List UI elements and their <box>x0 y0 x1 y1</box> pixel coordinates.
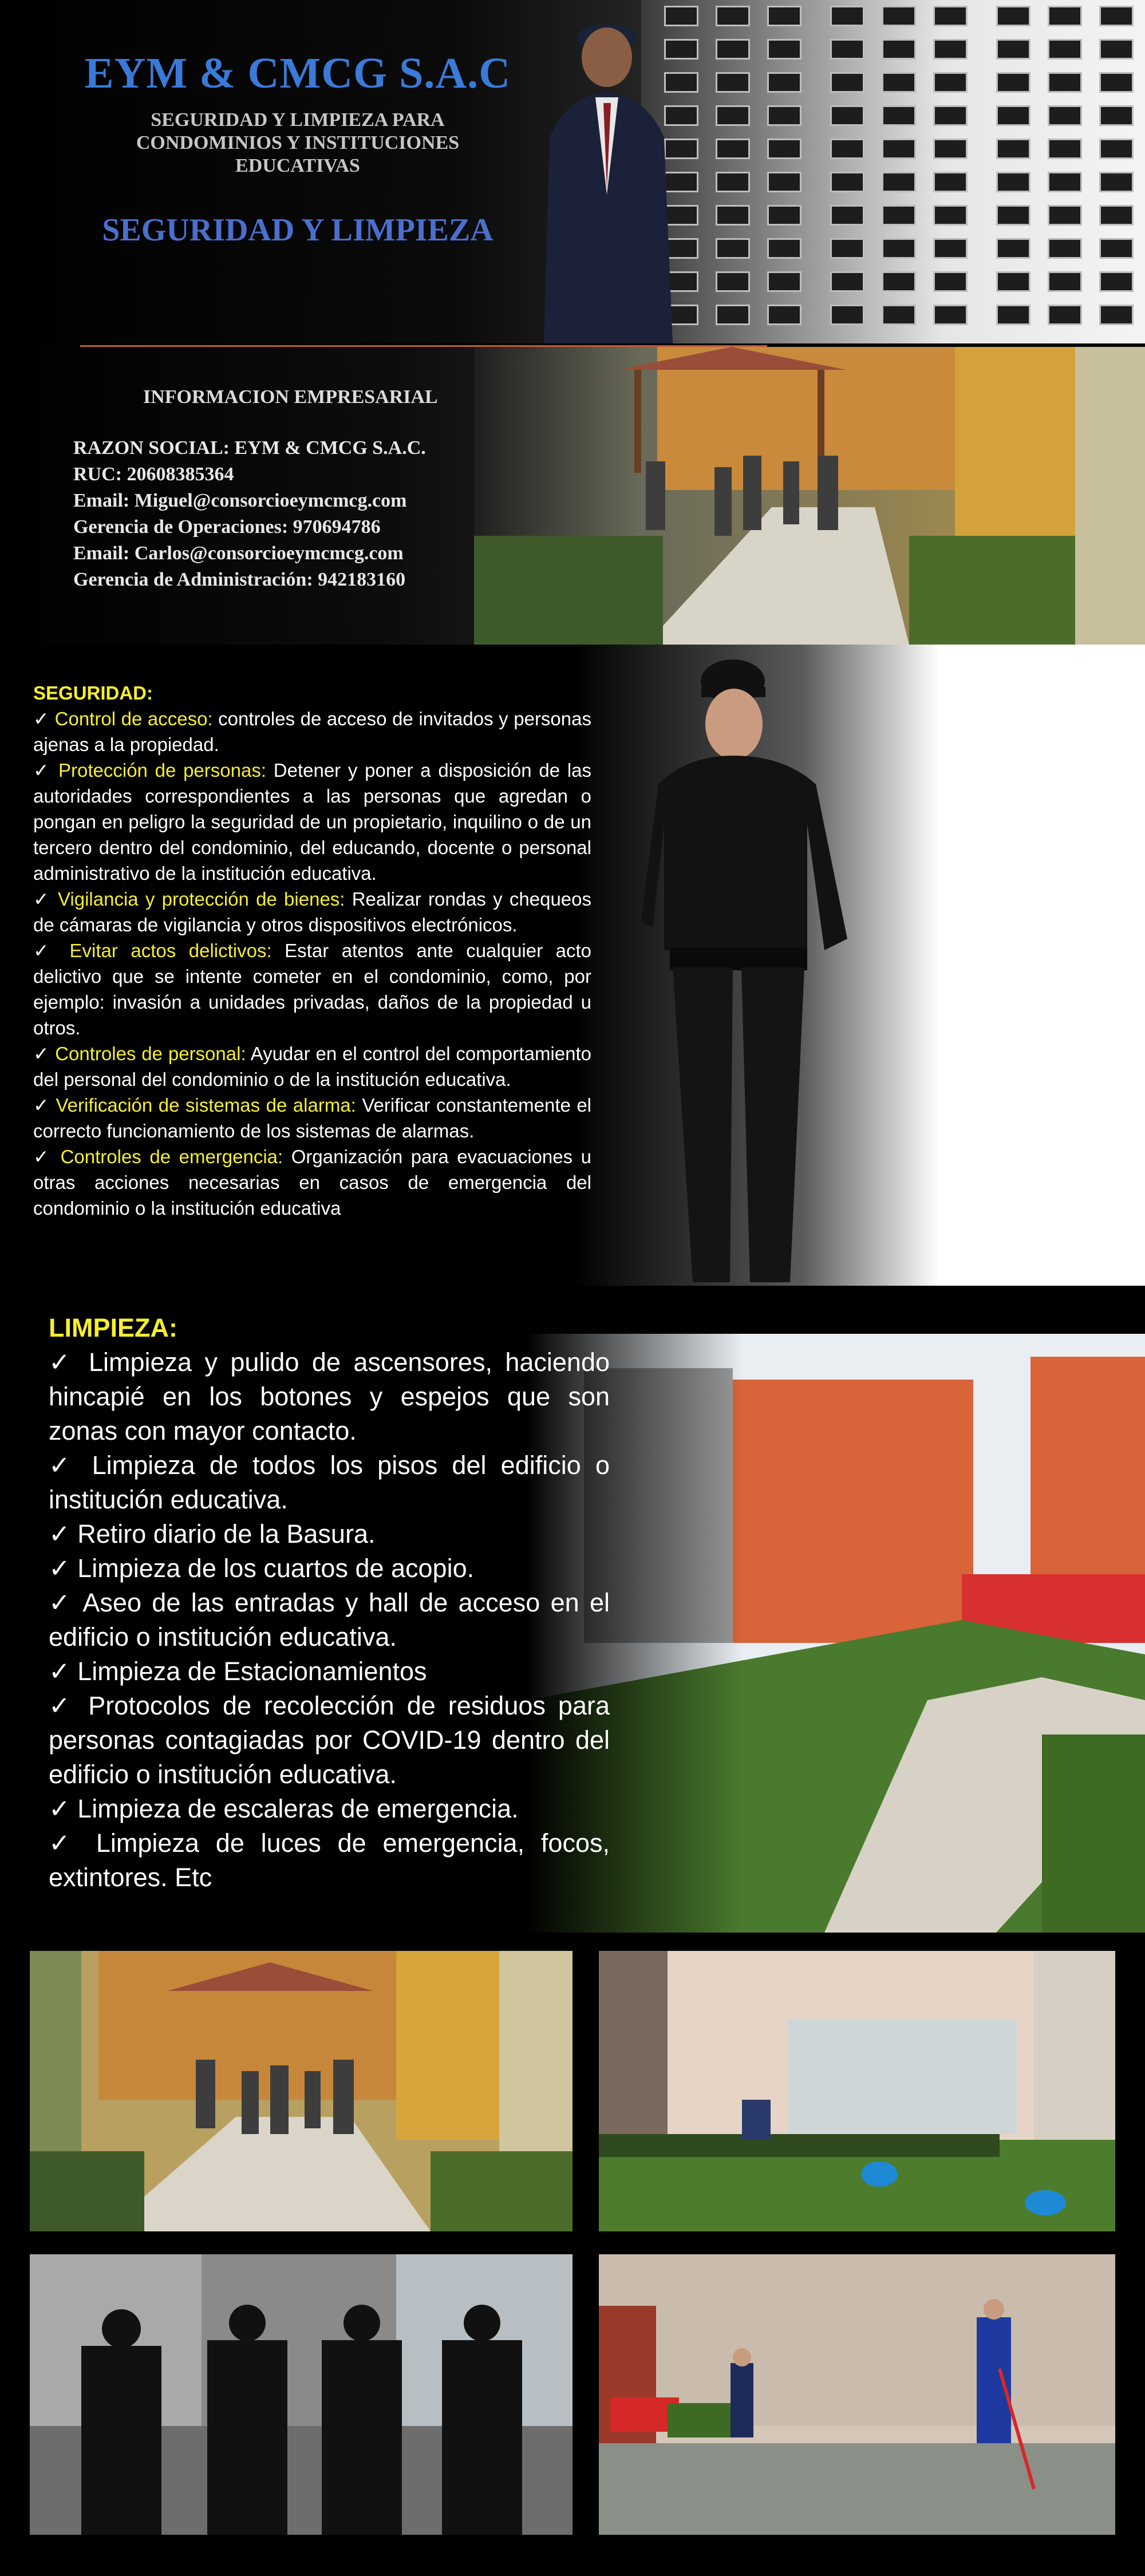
check-icon: ✓ <box>33 1146 53 1167</box>
residential-complex-image <box>527 1334 1145 1933</box>
building-window <box>716 139 750 159</box>
building-window <box>1099 72 1134 93</box>
item-text: Ayudar en el control del comportamiento del personal del condominio o de la institución educativa. <box>33 1043 591 1090</box>
building-window <box>830 6 864 26</box>
building-window <box>882 271 916 292</box>
security-services-list <box>33 680 591 1221</box>
email-administration: Email: Carlos@consorcioeymcmcg.com <box>73 543 404 564</box>
item-text: controles de acceso de invitados y personas ajenas a la propiedad. <box>33 708 591 755</box>
building-window <box>767 205 802 226</box>
list-item <box>33 706 591 757</box>
building-window <box>996 238 1030 259</box>
item-label: Controles de emergencia: <box>60 1146 283 1167</box>
apartment-building-image <box>641 0 1145 343</box>
building-window <box>767 238 802 259</box>
check-icon: ✓ <box>33 760 52 781</box>
item-text: Verificar constantemente el correcto funcionamiento de los sistemas de alarmas. <box>33 1095 592 1141</box>
building-window <box>933 172 968 192</box>
item-label: Controles de personal: <box>55 1043 246 1064</box>
building-window <box>882 205 916 226</box>
building-window <box>882 238 916 259</box>
building-window <box>933 139 968 159</box>
building-window <box>996 105 1030 126</box>
building-window <box>996 305 1030 325</box>
building-window <box>1048 238 1082 259</box>
building-window <box>882 139 916 159</box>
building-window <box>1048 39 1082 60</box>
building-window <box>1099 238 1134 259</box>
company-subtitle: SEGURIDAD Y LIMPIEZA PARA CONDOMINIOS Y INSTITUCIONES EDUCATIVAS <box>136 109 460 176</box>
building-window <box>996 39 1030 60</box>
building-window <box>933 105 968 126</box>
ruc-number: RUC: 20608385364 <box>73 464 234 485</box>
building-window <box>1099 271 1134 292</box>
list-item <box>33 1041 591 1092</box>
building-window <box>830 305 864 325</box>
building-window <box>767 139 802 159</box>
list-item: ✓ Limpieza de luces de emergencia, focos, extintores. Etc <box>49 1828 610 1892</box>
building-window <box>882 305 916 325</box>
building-window <box>830 72 864 93</box>
building-window <box>767 105 802 126</box>
item-text: Detener y poner a disposición de las autoridades correspondientes a las personas que agredan o pongan en peligro la seguridad de un propietario, inquilino o de un tercero dentro del condominio, del educando, docente o personal administrativo de la institución educativa. <box>33 760 591 884</box>
check-icon: ✓ <box>33 940 57 961</box>
building-window <box>830 238 864 259</box>
building-window <box>1048 305 1082 325</box>
building-window <box>767 72 802 93</box>
building-window <box>830 139 864 159</box>
phone-operations: Gerencia de Operaciones: 970694786 <box>73 516 381 538</box>
building-window <box>996 6 1030 26</box>
building-window <box>1048 105 1082 126</box>
building-window <box>767 271 802 292</box>
building-window <box>996 139 1030 159</box>
item-label: Vigilancia y protección de bienes: <box>57 888 345 910</box>
list-item: ✓ Limpieza de todos los pisos del edificio o institución educativa. <box>49 1451 610 1514</box>
item-text: Realizar rondas y chequeos de cámaras de vigilancia y otros dispositivos electrónicos. <box>33 888 592 935</box>
check-icon: ✓ <box>33 888 51 910</box>
building-window <box>716 72 750 93</box>
building-window <box>933 39 968 60</box>
list-item <box>33 938 591 1041</box>
building-window <box>1099 105 1134 126</box>
item-label: Protección de personas: <box>58 760 267 781</box>
building-window <box>767 6 802 26</box>
list-item: ✓ Retiro diario de la Basura. <box>49 1519 376 1548</box>
building-window <box>1048 172 1082 192</box>
building-window <box>716 172 750 192</box>
building-window <box>1048 72 1082 93</box>
phone-administration: Gerencia de Administración: 942183160 <box>73 569 406 590</box>
cleaning-heading: LIMPIEZA: <box>49 1313 177 1342</box>
list-item <box>33 1092 591 1144</box>
building-window <box>996 172 1030 192</box>
building-window <box>882 105 916 126</box>
building-window <box>1048 271 1082 292</box>
building-window <box>767 305 802 325</box>
building-window <box>1099 139 1134 159</box>
building-window <box>716 105 750 126</box>
info-title: INFORMACION EMPRESARIAL <box>143 386 438 408</box>
building-window <box>767 172 802 192</box>
check-icon: ✓ <box>33 1043 50 1064</box>
building-window <box>1099 6 1134 26</box>
building-window <box>933 72 968 93</box>
check-icon: ✓ <box>33 1095 50 1116</box>
list-item: ✓ Protocolos de recolección de residuos para personas contagiadas por COVID-19 dentro del edificio o institución educativa. <box>49 1691 610 1789</box>
item-text: Estar atentos ante cualquier acto delictivo que se intente cometer en el condominio, como, por ejemplo: invasión a unidades privadas, daños de la propiedad u otros. <box>33 940 591 1038</box>
building-window <box>716 6 750 26</box>
building-window <box>830 105 864 126</box>
gardener-cleaning-photo <box>599 1951 1115 2231</box>
list-item: ✓ Limpieza de Estacionamientos <box>49 1657 427 1686</box>
building-window <box>1048 6 1082 26</box>
check-icon: ✓ <box>33 708 50 729</box>
company-title: EYM & CMCG S.A.C <box>84 49 511 97</box>
building-window <box>716 305 750 325</box>
building-window <box>1099 305 1134 325</box>
building-window <box>830 39 864 60</box>
family-park-image <box>474 347 1145 645</box>
building-window <box>767 39 802 60</box>
item-text: Organización para evacuaciones u otras acciones necesarias en casos de emergencia del condominio o la institución educativa <box>33 1146 592 1219</box>
building-window <box>933 6 968 26</box>
list-item <box>33 886 591 938</box>
razon-social: RAZON SOCIAL: EYM & CMCG S.A.C. <box>73 437 426 459</box>
list-item: ✓ Limpieza de los cuartos de acopio. <box>49 1554 475 1583</box>
slogan-heading: SEGURIDAD Y LIMPIEZA <box>102 212 493 248</box>
building-window <box>933 205 968 226</box>
building-window <box>1099 205 1134 226</box>
building-window <box>882 72 916 93</box>
list-item: ✓ Limpieza y pulido de ascensores, haciendo hincapié en los botones y espejos que son zonas con mayor contacto. <box>49 1348 610 1445</box>
building-window <box>933 238 968 259</box>
building-window <box>830 205 864 226</box>
security-officer-image <box>618 653 870 1288</box>
email-operations: Email: Miguel@consorcioeymcmcg.com <box>73 490 407 511</box>
security-team-photo <box>30 2254 572 2535</box>
building-window <box>716 205 750 226</box>
security-heading: SEGURIDAD: <box>33 682 153 704</box>
building-window <box>716 271 750 292</box>
list-item <box>33 1144 591 1221</box>
building-window <box>1099 39 1134 60</box>
building-window <box>716 39 750 60</box>
building-window <box>1048 139 1082 159</box>
building-window <box>933 305 968 325</box>
item-label: Evitar actos delictivos: <box>69 940 272 961</box>
building-window <box>882 6 916 26</box>
list-item: ✓ Aseo de las entradas y hall de acceso en el edificio o institución educativa. <box>49 1588 610 1652</box>
cleaning-services-list <box>49 1311 610 1895</box>
floor-cleaning-photo <box>599 2254 1115 2535</box>
security-guard-image <box>532 6 681 343</box>
building-window <box>933 271 968 292</box>
building-window <box>996 205 1030 226</box>
list-item <box>33 757 591 886</box>
building-window <box>1048 205 1082 226</box>
building-window <box>996 271 1030 292</box>
building-window <box>830 172 864 192</box>
building-window <box>830 271 864 292</box>
building-window <box>996 72 1030 93</box>
company-info-list <box>73 435 426 593</box>
item-label: Verificación de sistemas de alarma: <box>56 1095 356 1116</box>
item-label: Control de acceso: <box>54 708 213 729</box>
building-window <box>1099 172 1134 192</box>
family-park-photo <box>30 1951 572 2231</box>
building-window <box>882 172 916 192</box>
building-window <box>882 39 916 60</box>
list-item: ✓ Limpieza de escaleras de emergencia. <box>49 1794 519 1823</box>
building-window <box>716 238 750 259</box>
